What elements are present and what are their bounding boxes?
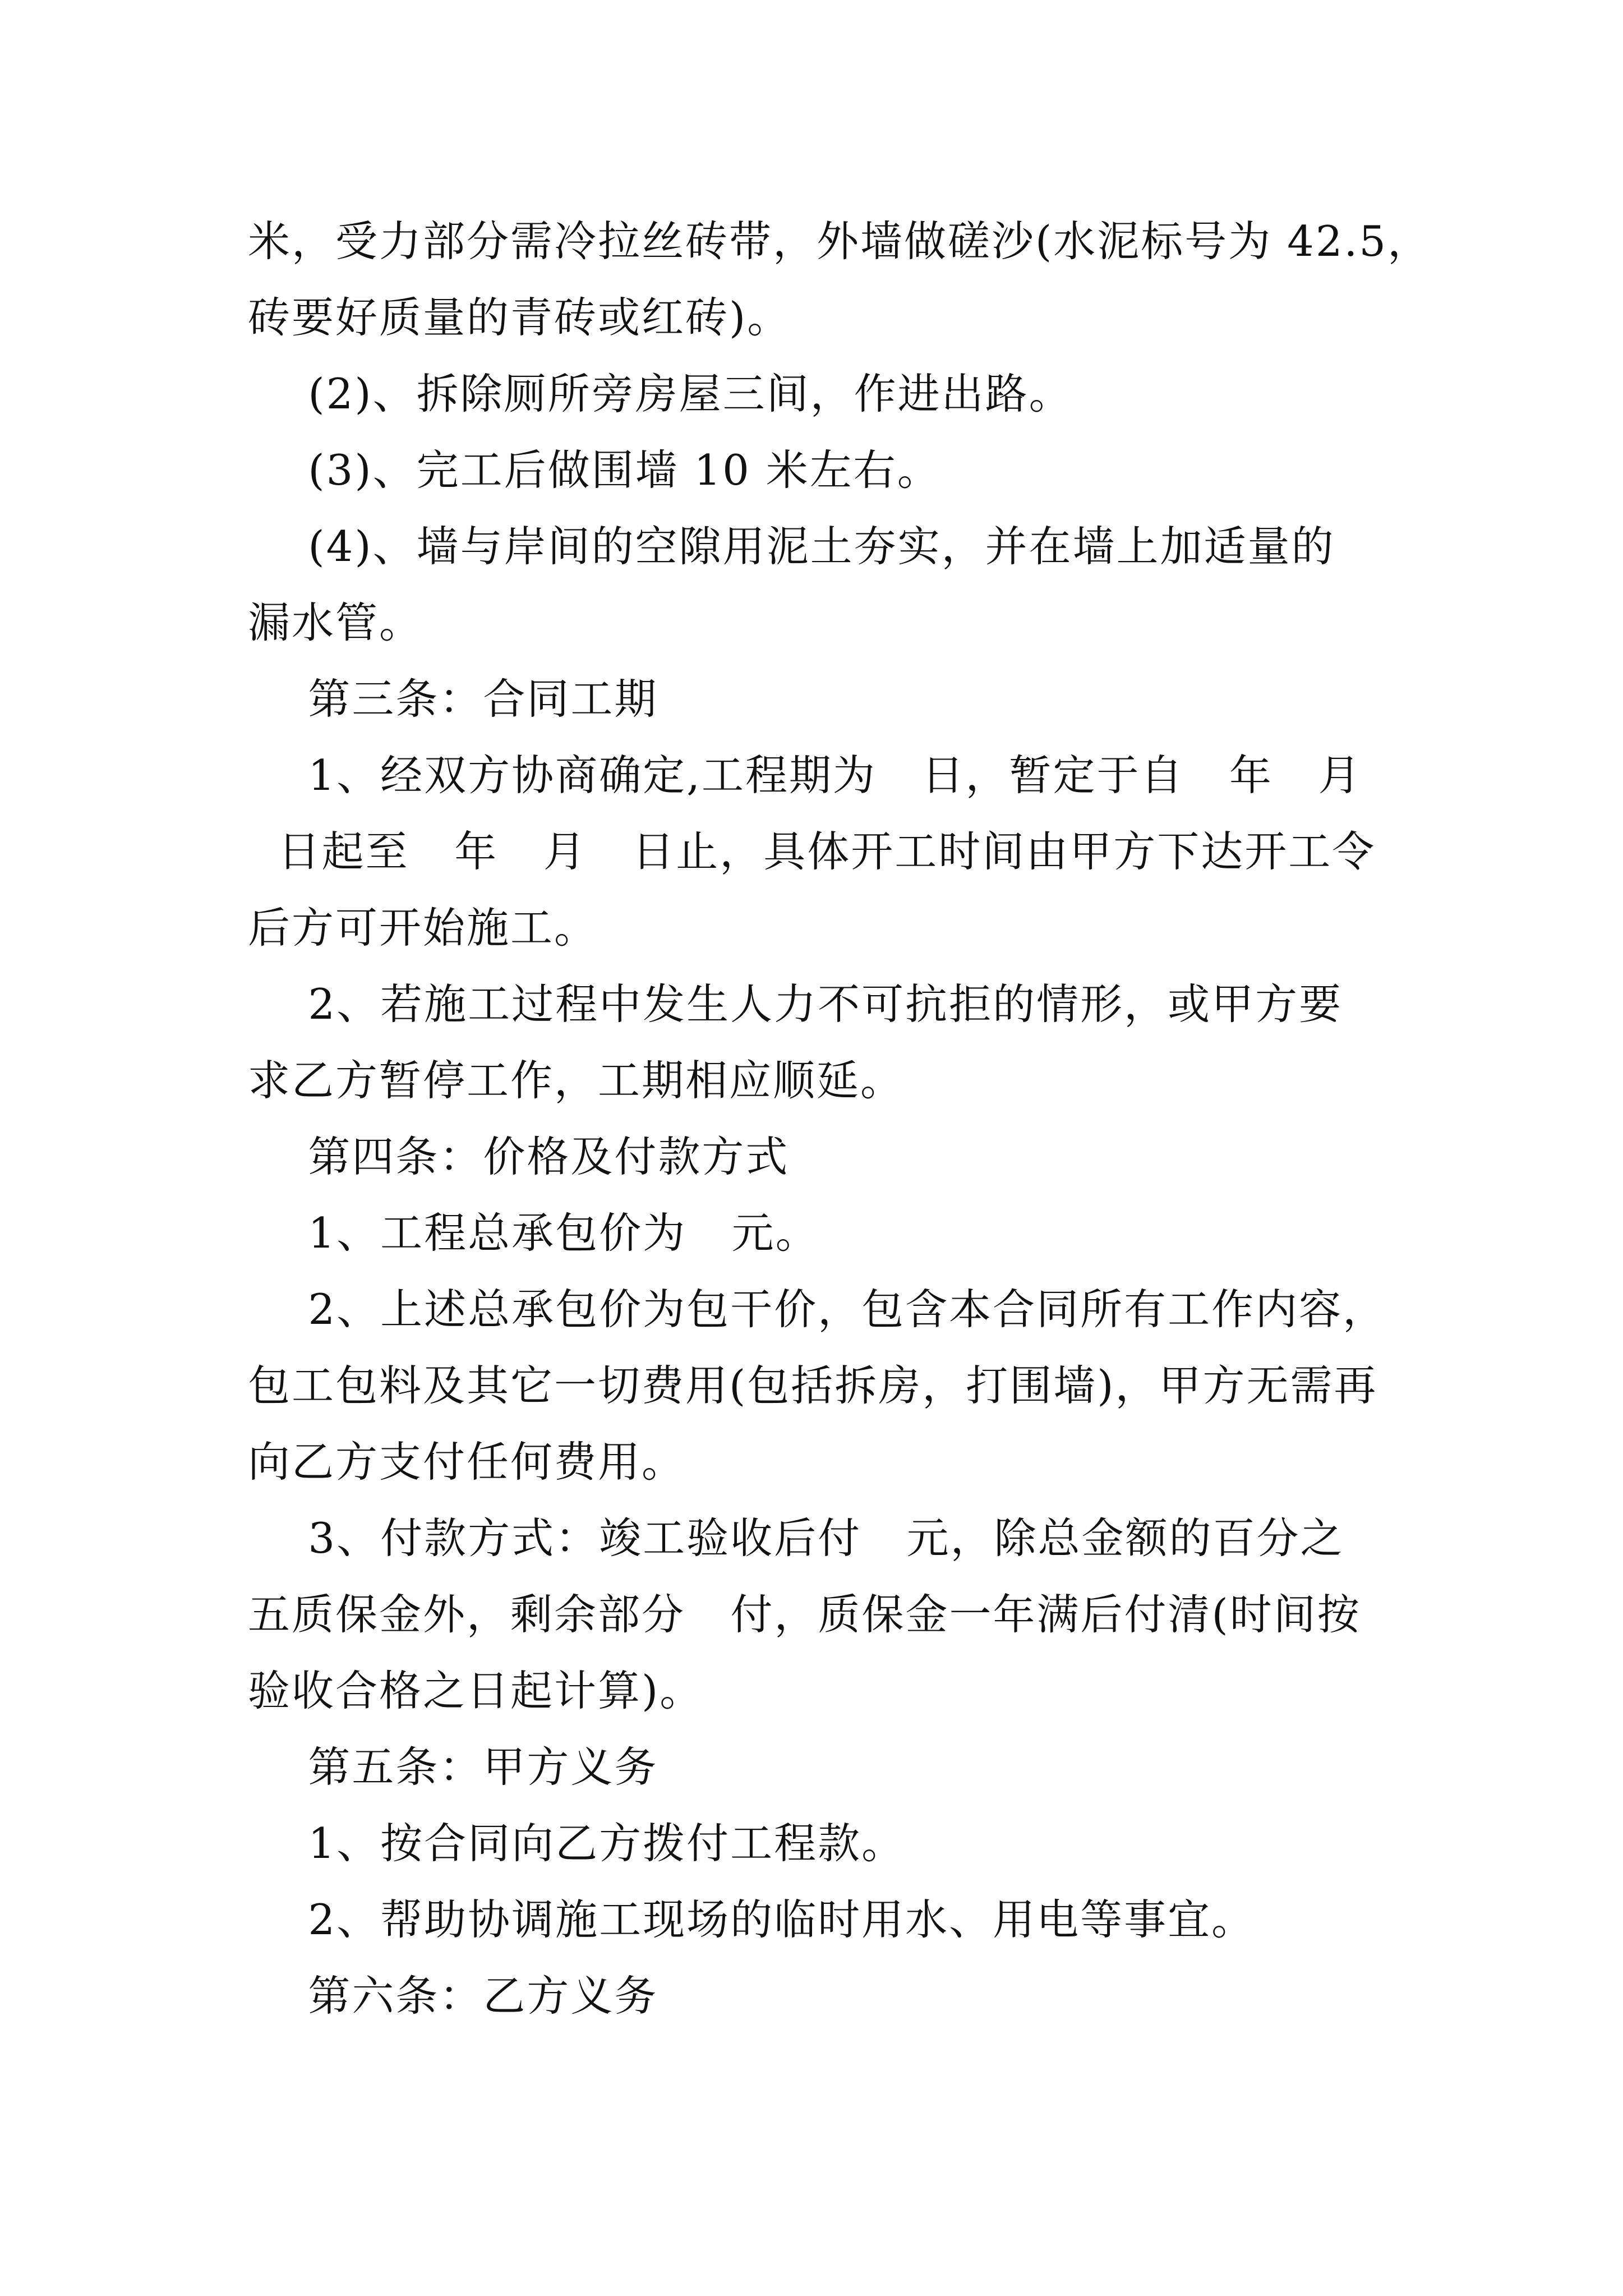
text-line: 米，受力部分需冷拉丝砖带，外墙做磋沙(水泥标号为 42.5， [248,217,1432,266]
text-line: 2、上述总承包价为包干价，包含本合同所有工作内容， [248,1285,1387,1334]
text-line: 五质保金外，剩余部分 付，质保金一年满后付清(时间按 [248,1590,1361,1639]
section-heading: 第六条：乙方义务 [248,1971,658,2021]
section-heading: 第三条：合同工期 [248,674,658,724]
text-line: 验收合格之日起计算)。 [248,1666,704,1715]
text-line: 后方可开始施工。 [248,903,598,953]
text-line: (3)、完工后做围墙 10 米左右。 [248,445,941,495]
text-line: (2)、拆除厕所旁房屋三间，作进出路。 [248,369,1073,418]
text-line: 1、工程总承包价为 元。 [248,1208,819,1258]
text-line: 日起至 年 月 日止，具体开工时间由甲方下达开工令 [248,827,1376,876]
text-line: (4)、墙与岸间的空隙用泥土夯实，并在墙上加适量的 [248,522,1335,571]
text-line: 1、按合同向乙方拨付工程款。 [248,1819,906,1868]
text-line: 2、若施工过程中发生人力不可抗拒的情形，或甲方要 [248,979,1343,1029]
text-line: 2、帮助协调施工现场的临时用水、用电等事宜。 [248,1895,1256,1944]
text-line: 求乙方暂停工作，工期相应顺延。 [248,1056,905,1105]
section-heading: 第五条：甲方义务 [248,1742,658,1792]
text-line: 砖要好质量的青砖或红砖)。 [248,293,791,342]
text-line: 向乙方支付任何费用。 [248,1437,686,1487]
text-line: 3、付款方式：竣工验收后付 元，除总金额的百分之 [248,1513,1344,1563]
text-line: 包工包料及其它一切费用(包括拆房，打围墙)，甲方无需再 [248,1361,1378,1410]
text-line: 1、经双方协商确定,工程期为 日，暂定于自 年 月 [248,751,1362,800]
section-heading: 第四条：价格及付款方式 [248,1132,790,1181]
contract-text [248,203,1432,2034]
text-line: 漏水管。 [248,598,423,647]
